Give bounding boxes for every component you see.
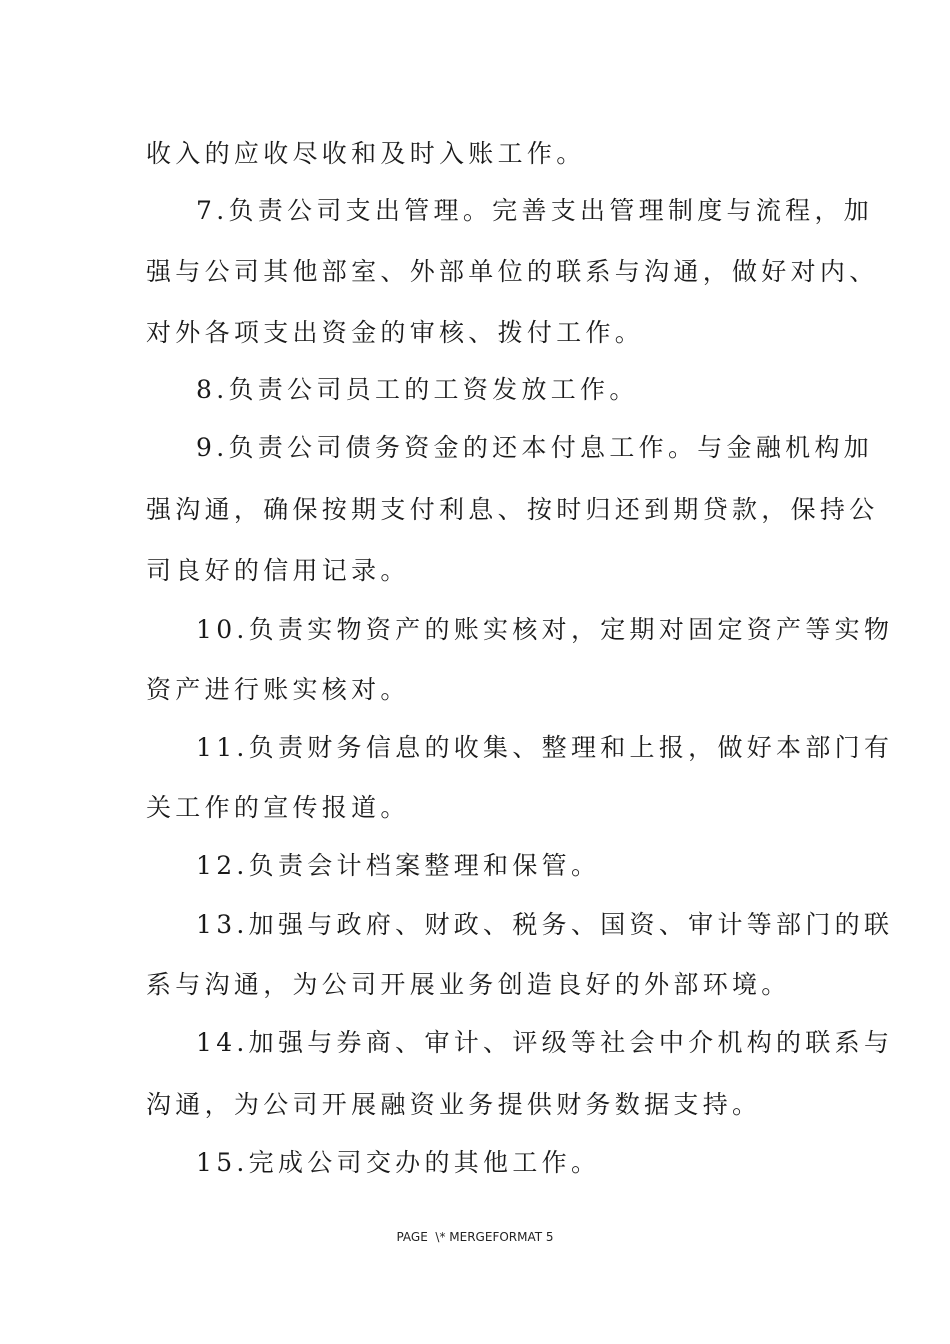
paragraph-line: 12.负责会计档案整理和保管。	[196, 851, 601, 880]
paragraph-line: 司良好的信用记录。	[146, 556, 410, 585]
paragraph-line: 资产进行账实核对。	[146, 675, 410, 704]
paragraph-line: 沟通，为公司开展融资业务提供财务数据支持。	[146, 1090, 762, 1119]
paragraph-line: 11.负责财务信息的收集、整理和上报，做好本部门有	[196, 733, 894, 762]
paragraph-line: 收入的应收尽收和及时入账工作。	[146, 139, 586, 168]
paragraph-line: 15.完成公司交办的其他工作。	[196, 1148, 601, 1177]
paragraph-line: 8.负责公司员工的工资发放工作。	[196, 375, 639, 404]
paragraph-line: 系与沟通，为公司开展业务创造良好的外部环境。	[146, 970, 791, 999]
paragraph-line: 7.负责公司支出管理。完善支出管理制度与流程，加	[196, 196, 874, 225]
page-footer: PAGE \* MERGEFORMAT 5	[396, 1230, 554, 1244]
paragraph-line: 14.加强与券商、审计、评级等社会中介机构的联系与	[196, 1028, 894, 1057]
paragraph-line: 强与公司其他部室、外部单位的联系与沟通，做好对内、	[146, 257, 879, 286]
paragraph-line: 强沟通，确保按期支付利息、按时归还到期贷款，保持公	[146, 495, 879, 524]
paragraph-line: 10.负责实物资产的账实核对，定期对固定资产等实物	[196, 615, 894, 644]
paragraph-line: 关工作的宣传报道。	[146, 793, 410, 822]
paragraph-line: 9.负责公司债务资金的还本付息工作。与金融机构加	[196, 433, 874, 462]
paragraph-line: 对外各项支出资金的审核、拨付工作。	[146, 318, 645, 347]
paragraph-line: 13.加强与政府、财政、税务、国资、审计等部门的联	[196, 910, 894, 939]
